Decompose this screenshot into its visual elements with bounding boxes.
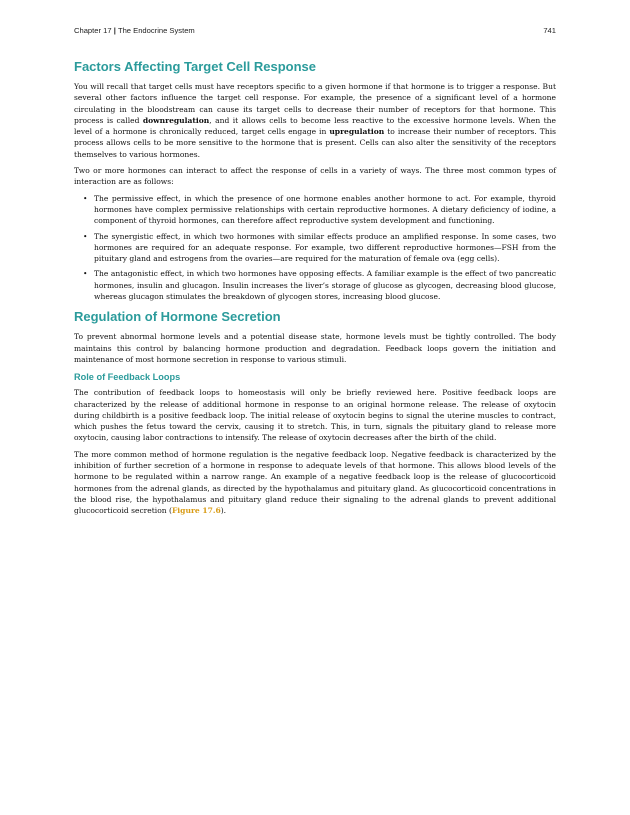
subsection-heading-feedback-loops: Role of Feedback Loops (74, 372, 181, 383)
chapter-title: The Endocrine System (117, 26, 195, 35)
text-run: ). (220, 506, 227, 516)
header-separator: | (111, 26, 118, 35)
list-item-permissive (83, 193, 556, 227)
figure-link[interactable]: Figure 17.6 (171, 506, 221, 516)
running-header (74, 26, 556, 38)
list-item-synergistic (83, 231, 556, 265)
chapter-header (74, 26, 195, 35)
list-item-text: The antagonistic effect, in which two hormones have opposing effects. A familiar example is the effect of two pancreatic hormones, insulin and glucagon. Insulin increases the liver’s storage of glucose as glycogen, decreasing blood glucose, whereas glucagon stimulates the breakdown of glycogen stores, increasing blood glucose. (94, 269, 556, 302)
paragraph-positive-feedback: The contribution of feedback loops to homeostasis will only be briefly reviewed here. Positive feedback loops are characterized by the release of additional hormone in response to an original hormone release. The release of oxytocin during childbirth is a positive feedback loop. The initial release of oxytocin begins to signal the uterine muscles to contract, which pushes the fetus toward the cervix, causing it to stretch. This, in turn, signals the pituitary gland to release more oxytocin, causing labor contractions to intensify. The release of oxytocin decreases after the birth of the child. (74, 388, 556, 443)
bullet-icon: • (83, 269, 88, 279)
list-item-text: The synergistic effect, in which two hormones with similar effects produce an amplified response. In some cases, two hormones are required for an adequate response. For example, two different reproductive hormones—FSH from the pituitary gland and estrogens from the ovaries—are required for the maturation of female ova (egg cells). (94, 231, 556, 264)
bullet-icon: • (83, 231, 88, 241)
list-item-antagonistic (83, 268, 556, 302)
section-heading-target-cell-response: Factors Affecting Target Cell Response (74, 59, 316, 74)
chapter-label: Chapter 17 (74, 26, 112, 35)
term-upregulation: upregulation (329, 127, 385, 137)
text-run: to increase their number of receptors. This process allows cells to be more sensitive to the hormone that is present. Cells can also alter the sensitivity of the receptors themselves to various hormones. (74, 127, 556, 159)
interaction-types-list (74, 193, 556, 303)
section-heading-hormone-secretion: Regulation of Hormone Secretion (74, 309, 281, 325)
list-item-text: The permissive effect, in which the presence of one hormone enables another hormone to act. For example, thyroid hormones have complex permissive relationships with certain reproductive hormones. A dietary deficiency of iodine, a component of thyroid hormones, can therefore affect reproductive system development and functioning. (94, 193, 556, 226)
paragraph-hormone-interaction: Two or more hormones can interact to affect the response of cells in a variety of ways. The three most common types of interaction are as follows: (74, 166, 556, 187)
text-run: The more common method of hormone regulation is the negative feedback loop. Negative feedback is characterized by the inhibition of further secretion of a hormone in response to adequate levels of that hormone. This allows blood levels of the hormone to be regulated within a narrow range. An example of a negative feedback loop is the release of glucocorticoid hormones from the adrenal glands, as directed by the hypothalamus and pituitary gland. As glucocorticoid concentrations in the blood rise, the hypothalamus and pituitary gland reduce their signaling to the adrenal glands to prevent additional glucocorticoid secretion ( (74, 449, 556, 516)
bullet-icon: • (83, 193, 88, 203)
text-run: You will recall that target cells must have receptors specific to a given hormone if that hormone is to trigger a response. But several other factors influence the target cell response. For example, the presence of a significant level of a hormone circulating in the bloodstream can cause its target cells to decrease their number of receptors for that hormone. This process is called (74, 82, 556, 125)
page-number: 741 (543, 26, 556, 35)
paragraph-receptor-regulation (74, 81, 556, 160)
paragraph-negative-feedback (74, 449, 556, 517)
paragraph-hormone-control: To prevent abnormal hormone levels and a potential disease state, hormone levels must be tightly controlled. The body maintains this control by balancing hormone production and degradation. Feedback loops govern the initiation and maintenance of most hormone secretion in response to various stimuli. (74, 332, 556, 364)
text-run: , and it allows cells to become less reactive to the excessive hormone levels. When the level of a hormone is chronically reduced, target cells engage in (74, 115, 556, 137)
term-downregulation: downregulation (142, 115, 210, 125)
page-content (74, 58, 556, 522)
